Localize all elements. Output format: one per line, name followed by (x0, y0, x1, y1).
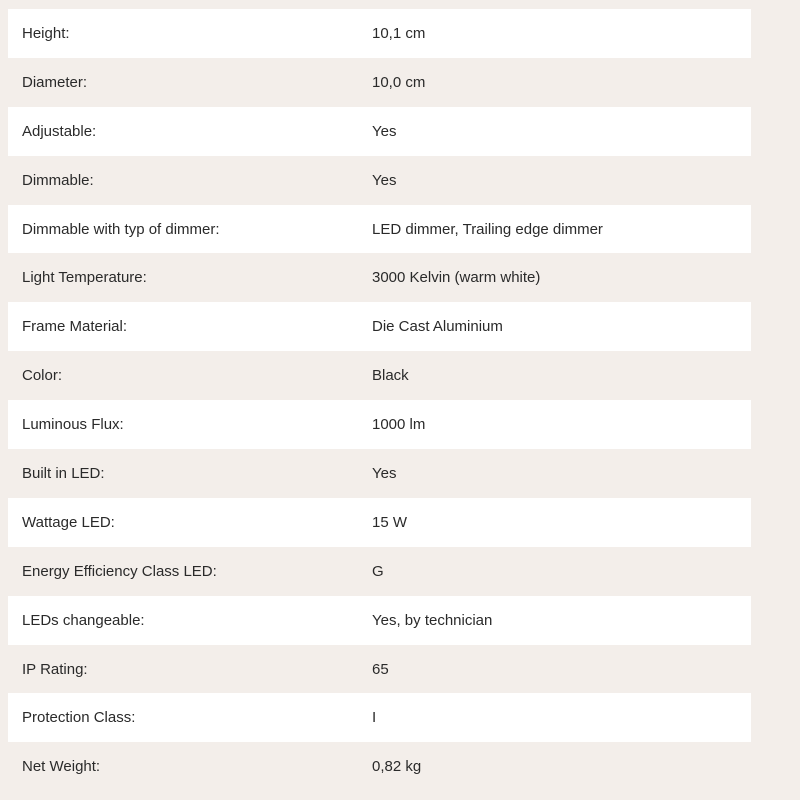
spec-value: 15 W (372, 513, 408, 531)
spec-row-luminous-flux (8, 400, 751, 449)
spec-row-dimmer-type (8, 205, 751, 254)
spec-label: Frame Material: (22, 318, 128, 336)
page-margin (751, 0, 800, 800)
spec-label: Luminous Flux: (22, 416, 124, 434)
spec-value: 3000 Kelvin (warm white) (372, 269, 541, 287)
spec-row-dimmable (8, 156, 751, 205)
spec-value: I (372, 709, 377, 727)
spec-value: 65 (372, 660, 389, 678)
spec-value: 10,1 cm (372, 24, 426, 42)
spec-value: Yes, by technician (372, 611, 493, 629)
spec-value: 10,0 cm (372, 73, 426, 91)
spec-row-adjustable (8, 107, 751, 156)
spec-row-color (8, 351, 751, 400)
spec-row-energy-class (8, 547, 751, 596)
spec-label: Adjustable: (22, 122, 97, 140)
spec-table (8, 9, 751, 791)
spec-row-light-temperature (8, 253, 751, 302)
spec-label: Energy Efficiency Class LED: (22, 562, 217, 580)
spec-row-diameter (8, 58, 751, 107)
spec-value: Black (372, 367, 409, 385)
spec-label: IP Rating: (22, 660, 88, 678)
spec-row-height (8, 9, 751, 58)
spec-value: LED dimmer, Trailing edge dimmer (372, 220, 603, 238)
spec-row-leds-changeable (8, 596, 751, 645)
spec-label: Wattage LED: (22, 513, 115, 531)
spec-value: G (372, 562, 384, 580)
spec-label: Dimmable with typ of dimmer: (22, 220, 220, 238)
spec-value: 0,82 kg (372, 758, 422, 776)
spec-row-built-in-led (8, 449, 751, 498)
spec-value: Yes (372, 171, 397, 189)
spec-value: Yes (372, 122, 397, 140)
spec-label: Height: (22, 24, 70, 42)
spec-label: Color: (22, 367, 63, 385)
spec-row-ip-rating (8, 645, 751, 694)
spec-row-frame-material (8, 302, 751, 351)
spec-row-protection-class (8, 693, 751, 742)
spec-row-wattage-led (8, 498, 751, 547)
spec-label: LEDs changeable: (22, 611, 145, 629)
spec-value: Yes (372, 464, 397, 482)
spec-label: Dimmable: (22, 171, 94, 189)
spec-label: Diameter: (22, 73, 88, 91)
spec-row-net-weight (8, 742, 751, 791)
spec-label: Light Temperature: (22, 269, 147, 287)
spec-label: Built in LED: (22, 464, 105, 482)
spec-value: Die Cast Aluminium (372, 318, 503, 336)
spec-label: Protection Class: (22, 709, 136, 727)
spec-label: Net Weight: (22, 758, 101, 776)
spec-value: 1000 lm (372, 416, 426, 434)
